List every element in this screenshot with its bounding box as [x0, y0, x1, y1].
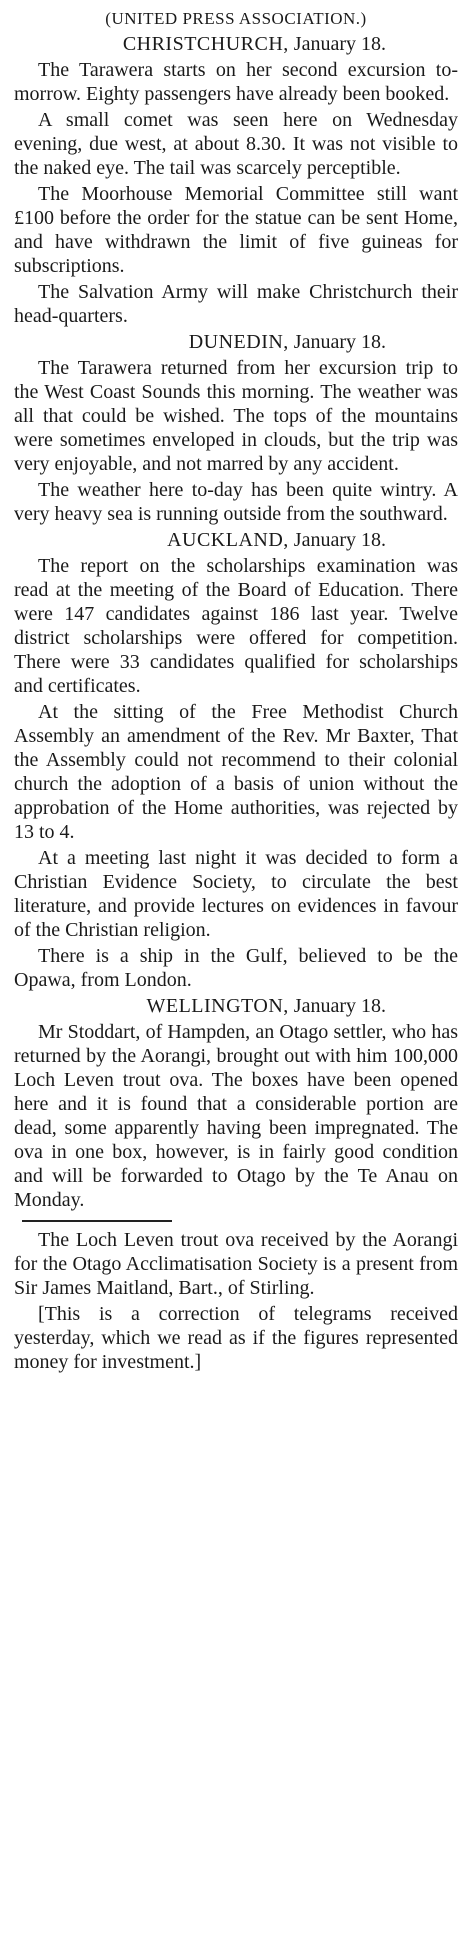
section-wellington [14, 994, 458, 1212]
dateline [14, 528, 386, 552]
editorial-note: [This is a correction of telegrams received yesterday, which we read as if the figures represented money for investment.] [14, 1303, 458, 1373]
dateline-place: WELLINGTON, [146, 995, 289, 1017]
paragraph: Mr Stoddart, of Hampden, an Otago settler, who has returned by the Aorangi, brought out with him 100,000 Loch Leven trout ova. The boxes have been opened here and it is found that a considerable portion are dead, some apparently having been impregnated. The ova in one box, however, is in fairly good condition and will be forwarded to Otago by the Te Anau on Monday. [14, 1021, 458, 1211]
dateline-date: January 18. [293, 331, 386, 353]
paragraph: A small comet was seen here on Wednesday evening, due west, at about 8.30. It was not visible to the naked eye. The tail was scarcely perceptible. [14, 109, 458, 179]
dateline [14, 994, 386, 1018]
paragraph: The report on the scholarships examination was read at the meeting of the Board of Education. There were 147 candidates against 186 last year. Twelve district scholarships were offered for competition. There were 33 candidates qualified for scholarships and certificates. [14, 555, 458, 697]
section-divider [22, 1220, 172, 1222]
paragraph: The Salvation Army will make Christchurch their head-quarters. [14, 281, 458, 327]
paragraph: The Tarawera starts on her second excursion to-morrow. Eighty passengers have already been booked. [14, 59, 458, 105]
agency-heading: (UNITED PRESS ASSOCIATION.) [105, 9, 367, 28]
dateline-date: January 18. [293, 529, 386, 551]
paragraph: The Loch Leven trout ova received by the Aorangi for the Otago Acclimatisation Society is a present from Sir James Maitland, Bart., of Stirling. [14, 1229, 458, 1299]
dateline-place: CHRISTCHURCH, [122, 33, 289, 55]
paragraph: At a meeting last night it was decided to form a Christian Evidence Society, to circulate the best literature, and provide lectures on evidences in favour of the Christian religion. [14, 847, 458, 941]
dateline-place: DUNEDIN, [188, 331, 289, 353]
paragraph: At the sitting of the Free Methodist Church Assembly an amendment of the Rev. Mr Baxter, That the Assembly could not recommend to their colonial church the adoption of a basis of union without the approbation of the Home authorities, was rejected by 13 to 4. [14, 701, 458, 843]
section-christchurch [14, 32, 458, 328]
dateline [14, 32, 386, 56]
dateline [14, 330, 386, 354]
dateline-date: January 18. [293, 995, 386, 1017]
section-dunedin [14, 330, 458, 526]
correction-notice [14, 1228, 458, 1374]
paragraph: The Tarawera returned from her excursion trip to the West Coast Sounds this morning. The weather was all that could be wished. The tops of the mountains were sometimes enveloped in clouds, but the trip was very enjoyable, and not marred by any accident. [14, 357, 458, 475]
paragraph: The weather here to-day has been quite wintry. A very heavy sea is running outside from the southward. [14, 479, 458, 525]
dateline-date: January 18. [293, 33, 386, 55]
paragraph: There is a ship in the Gulf, believed to be the Opawa, from London. [14, 945, 458, 991]
section-auckland [14, 528, 458, 992]
paragraph: The Moorhouse Memorial Committee still want £100 before the order for the statue can be sent Home, and have withdrawn the limit of five guineas for subscriptions. [14, 183, 458, 277]
dateline-place: AUCKLAND, [167, 529, 289, 551]
